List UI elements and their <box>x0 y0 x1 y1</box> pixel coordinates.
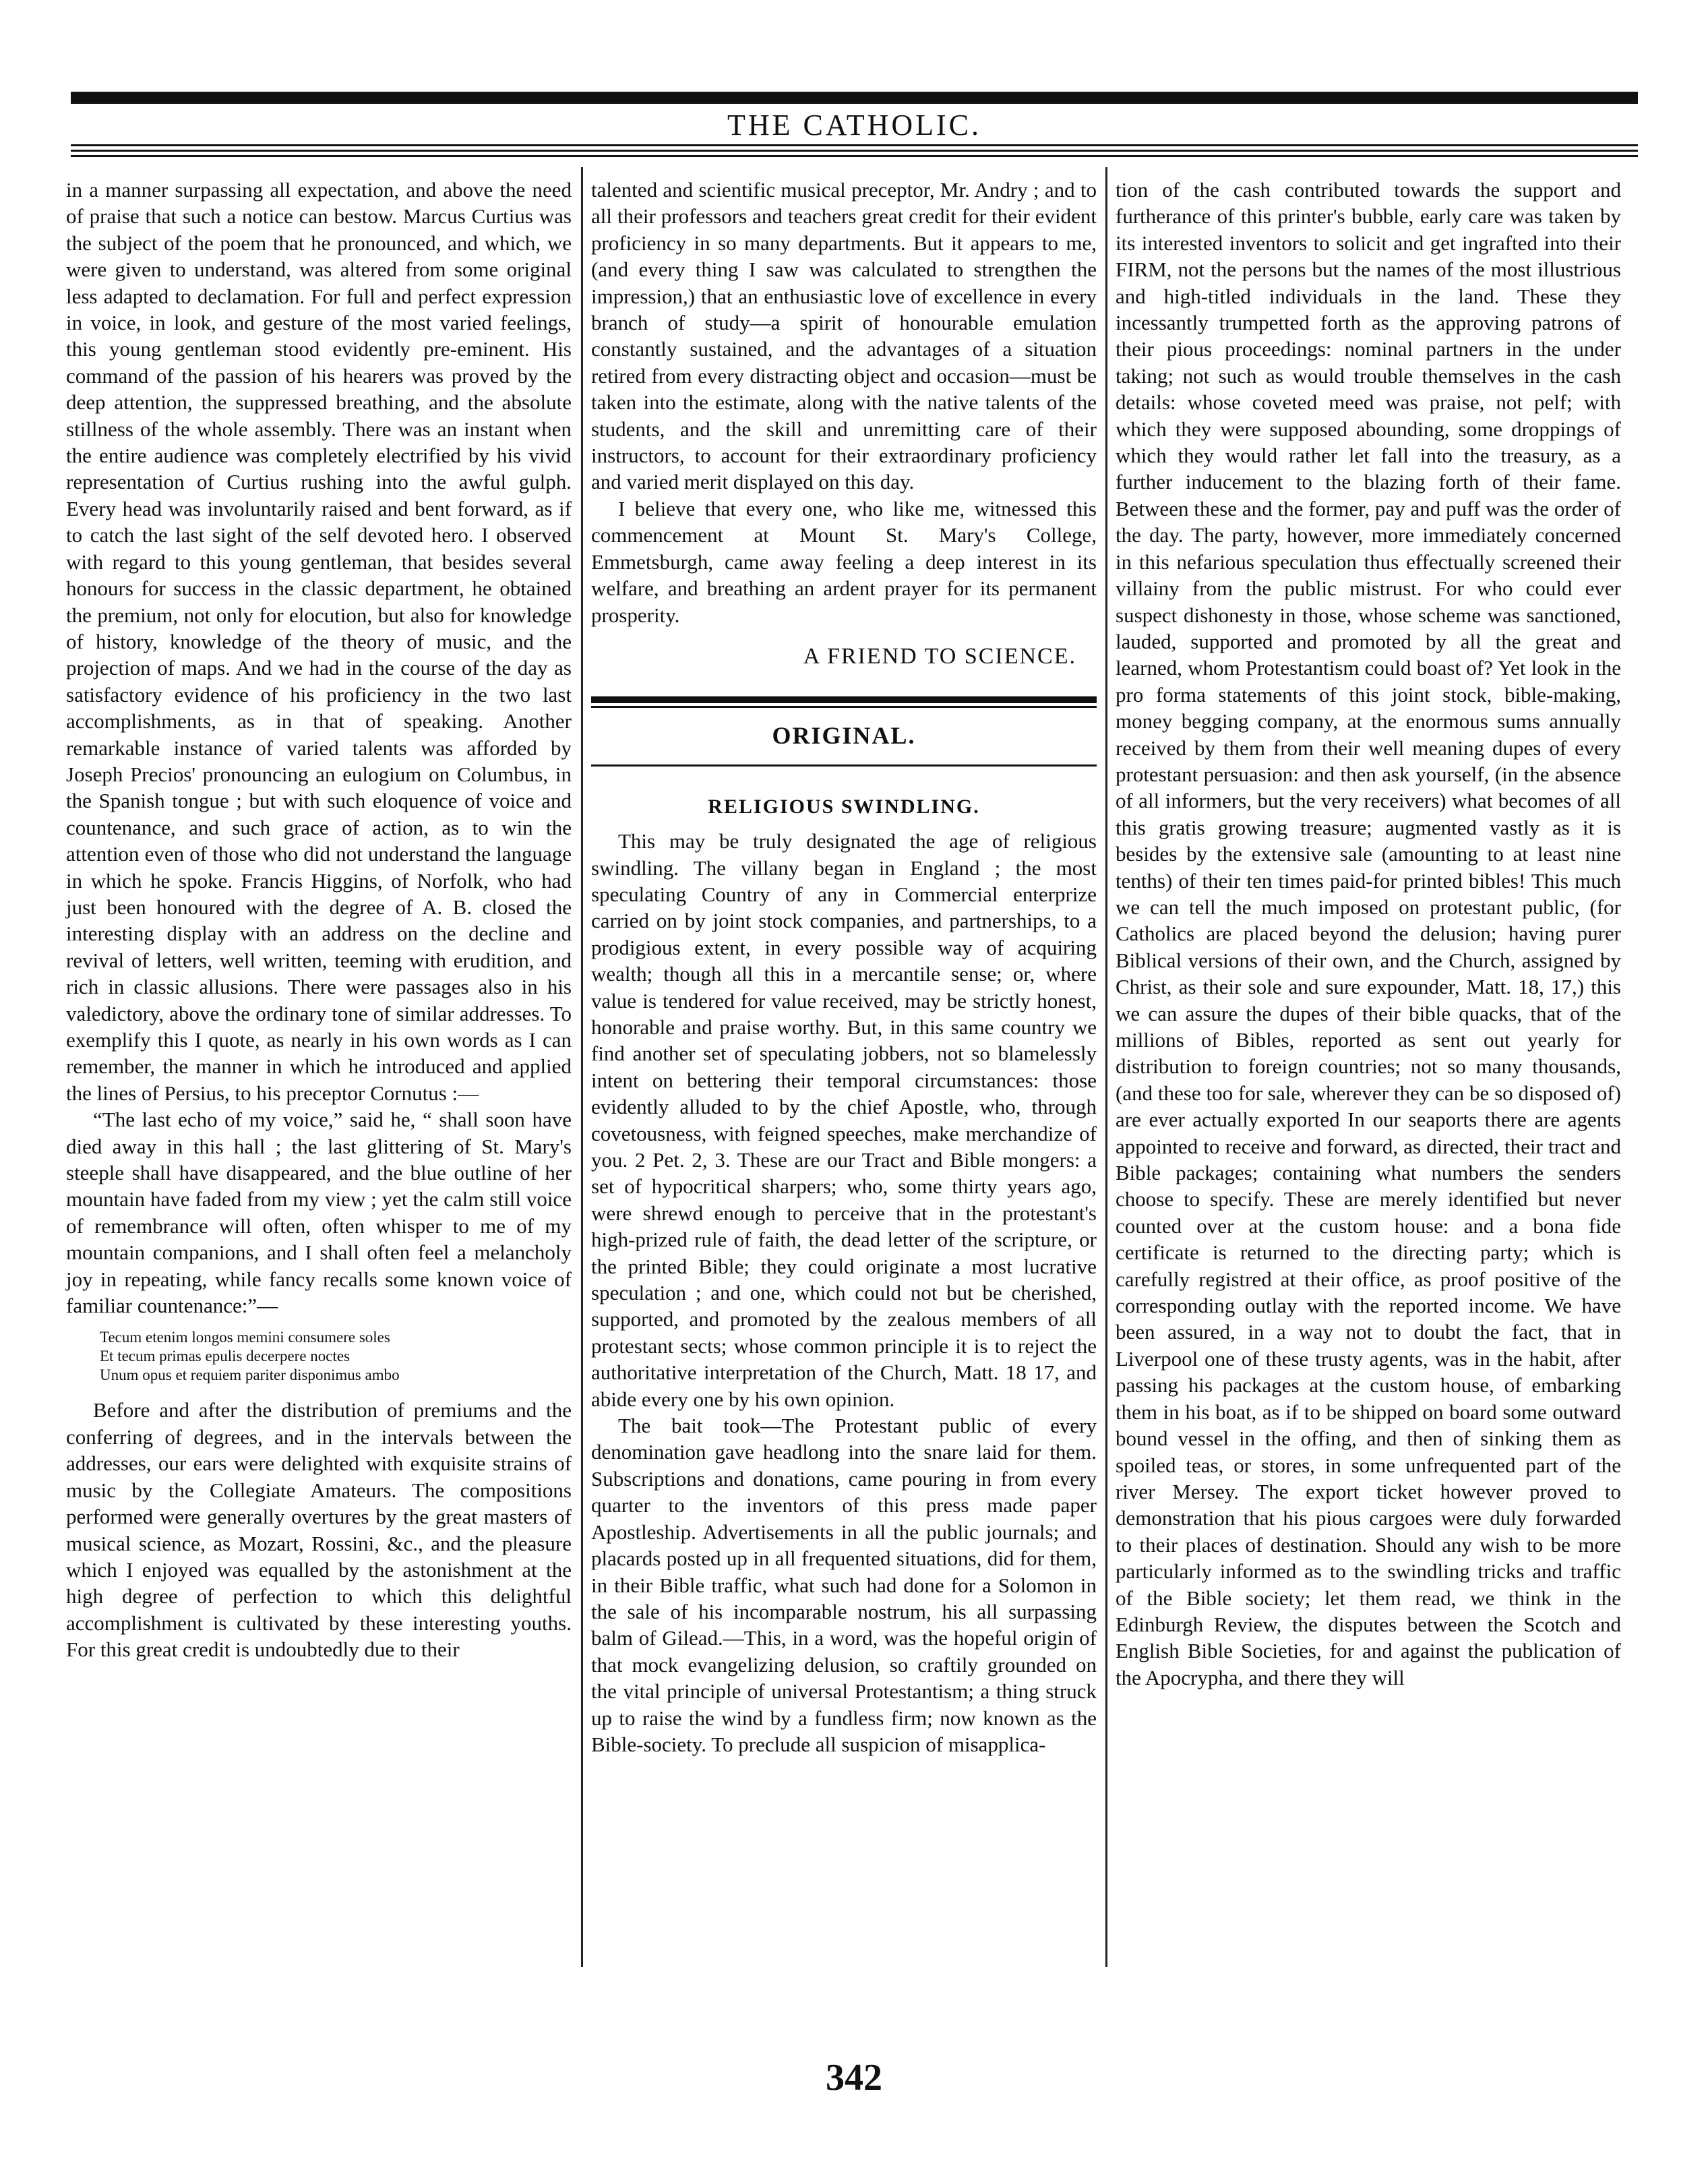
col1-paragraph-1: in a manner surpassing all expectation, and above the need of praise that such a notice can bestow. Marcus Curtius was the subject of the poem that he pronounced, and which, we were given to understand, was altered from some original less adapted to declamation. For full and perfect expression in voice, in look, and gesture of the most varied feelings, this young gentleman stood evidently pre-eminent. His command of the passion of his hearers was proved by the deep attention, the suppressed breathing, and the absolute stillness of the whole assembly. There was an instant when the entire audience was completely electrified by his vivid representation of Curtius rushing into the awful gulph. Every head was involuntarily raised and bent forward, as if to catch the last sight of the self devoted hero. I observed with regard to this young gentleman, that besides several honours for success in the classic department, he obtained the premium, not only for elocution, but also for knowledge of history, knowledge of the theory of music, and the projection of maps. And we had in the course of the day as satisfactory evidence of his proficiency in the two last accomplishments, as in that of speaking. Another remarkable instance of varied talents was afforded by Joseph Precios' pronouncing an eulogium on Columbus, in the Spanish tongue ; but with such eloquence of voice and countenance, and such grace of action, as to win the attention even of those who did not understand the language in which he spoke. Francis Higgins, of Norfolk, who had just been honoured with the degree of A. B. closed the interesting display with an address on the decline and revival of letters, well written, teeming with erudition, and rich in classic allusions. There were passages also in his valedictory, above the ordinary tone of similar addresses. To exemplify this I quote, as nearly in his own words as I can remember, the manner in which he introduced and applied the lines of Persius, to his preceptor Cornutus :— <box>66 178 572 1105</box>
running-head: THE CATHOLIC. <box>727 109 982 142</box>
col2-paragraph-3: This may be truly designated the age of religious swindling. The villany began in England ; the most speculating Country of any in Commercial enterprize carried on by joint stock companies, and partnerships, to a prodigious extent, in every possible way of acquiring wealth; though all this in a mercantile sense; or, where value is tendered for value received, may be strictly honest, honorable and praise worthy. But, in this same country we find another set of speculating jobbers, not so blamelessly intent on bettering their temporal circumstances: those evidently alluded to by the chief Apostle, who, through covetousness, with feigned speeches, make merchandize of you. 2 Pet. 2, 3. These are our Tract and Bible mongers: a set of hypocritical sharpers; who, some thirty years ago, were shrewd enough to perceive that in the protestant's high-prized rule of faith, the dead letter of the scripture, or the printed Bible; they could originate a most lucrative speculation ; and one, which could not but be cherished, supported, and promoted by the zealous members of all protestant sects; whose common principle it is to reject the authoritative interpretation of the Church, Matt. 18 17, and abide every one by his own opinion. <box>591 829 1097 1411</box>
latin-line-2: Et tecum primas epulis decerpere noctes <box>100 1348 350 1365</box>
column-divider-2 <box>1105 167 1107 1967</box>
col2-paragraph-2: I believe that every one, who like me, witnessed this commencement at Mount St. Mary's College, Emmetsburgh, came away feeling a deep interest in its welfare, and breathing an ardent prayer for its permanent prosperity. <box>591 496 1097 627</box>
col1-paragraph-2: “The last echo of my voice,” said he, “ shall soon have died away in this hall ; the last glittering of St. Mary's steeple shall have disappeared, and the blue outline of her mountain have faded from my view ; yet the calm still voice of remembrance will often, often whisper to me of my mountain companions, and I shall often feel a melancholy joy in repeating, while fancy recalls some known voice of familiar countenance:”— <box>66 1108 572 1318</box>
column-3 <box>1116 177 1621 1691</box>
col1-paragraph-3: Before and after the distribution of premiums and the conferring of degrees, and in the intervals between the addresses, our ears were delighted with exquisite strains of music by the Collegiate Amateurs. The compositions performed were generally overtures by the great masters of musical science, as Mozart, Rossini, &c., and the pleasure which I enjoyed was equalled by the astonishment at the high degree of perfection to which this delightful accomplishment is cultivated by these interesting youths. For this great credit is undoubtedly due to their <box>66 1398 572 1662</box>
section-rule-thin <box>591 706 1097 708</box>
header-rule-2 <box>71 150 1638 152</box>
column-1 <box>66 177 572 1663</box>
column-divider-1 <box>581 167 583 1967</box>
latin-line-3: Unum opus et requiem pariter disponimus ambo <box>100 1367 400 1384</box>
latin-line-1: Tecum etenim longos memini consumere soles <box>100 1329 390 1346</box>
column-2 <box>591 177 1097 1758</box>
section-heading: ORIGINAL. <box>772 722 916 750</box>
col2-paragraph-1: talented and scientific musical preceptor, Mr. Andry ; and to all their professors and teachers great credit for their evident proficiency in so many departments. But it appears to me, (and every thing I saw was calculated to strengthen the impression,) that an enthusiastic love of excellence in every branch of study—a spirit of honourable emulation constantly sustained, and the advantages of a situation retired from every distracting object and occasion—must be taken into the estimate, along with the native talents of the students, and the skill and unremitting care of their instructors, to account for their extraordinary proficiency and varied merit displayed on this day. <box>591 178 1097 494</box>
latin-quotation <box>100 1328 572 1385</box>
col3-paragraph-1: tion of the cash contributed towards the support and furtherance of this printer's bubble, early care was taken by its interested inventors to solicit and get ingrafted into their FIRM, not the persons but the names of the most illustrious and high-titled individuals in the land. These they incessantly trumpetted forth as the approving patrons of their pious proceedings: nominal partners in the under taking; not such as would trouble themselves in the cash details: whose coveted meed was praise, not pelf; with which they were supposed abounding, some droppings of which they would rather let fall into the treasury, as a further inducement to the blazing forth of their fame. Between these and the former, pay and puff was the order of the day. The party, however, more immediately concerned in this nefarious speculation thus effectually screened their villainy from the public mistrust. For who could ever suspect dishonesty in those, whose scheme was sanctioned, lauded, supported and promoted by all the great and learned, whom Protestantism could boast of? Yet look in the pro forma statements of this joint stock, bible-making, money begging company, at the enormous sums annually received by them from their well meaning dupes of every protestant persuasion: and then ask yourself, (in the absence of all informers, but the very receivers) what becomes of all this gratis growing treasure; augmented vastly as it is besides by the extensive sale (amounting to at least nine tenths) of their ten times paid-for printed bibles! This much we can tell the much imposed on protestant public, (for Catholics are placed beyond the delusion; having purer Biblical versions of their own, and the Church, assigned by Christ, as their sole and sure expounder, Matt. 18, 17,) this we can assure the dupes of their bible quacks, that of the millions of Bibles, reported as sent out yearly for distribution to foreign countries; not so many thousands, (and these too for sale, wherever they can be so disposed of) are ever actually exported In our seaports there are agents appointed to receive and forward, as directed, their tract and Bible packages; containing what numbers the senders choose to specify. These are merely identified but never counted over at the custom house: and a bona fide certificate is returned to the directing party; which is carefully registred at their office, as proof positive of the corresponding outlay with the reported income. We have been assured, in a way not to doubt the fact, that in Liverpool one of these trusty agents, was in the habit, after passing his packages at the custom house, of embarking them in his boat, as if to be shipped on board some outward bound vessel in the offing, and then of sinking them as spoiled teas, or stores, in some unfrequented part of the river Mersey. The export ticket however proved to demonstration that his pious cargoes were duly forwarded to their places of destination. Should any wish to be more particularly informed as to the swindling tricks and traffic of the Bible society; let them read, we think in the Edinburgh Review, the disputes between the Scotch and English Bible Societies, for and against the publication of the Apocrypha, and there they will <box>1116 178 1621 1689</box>
header-rule-3 <box>71 155 1638 157</box>
header-rule-1 <box>71 144 1638 146</box>
article-title: RELIGIOUS SWINDLING. <box>708 795 980 818</box>
header-top-rule <box>71 92 1638 104</box>
section-rule-heavy <box>591 696 1097 703</box>
page-number: 342 <box>826 2057 882 2099</box>
section-rule-bottom <box>591 764 1097 767</box>
author-signature: A FRIEND TO SCIENCE. <box>803 643 1076 669</box>
col2-paragraph-4: The bait took—The Protestant public of every denomination gave headlong into the snare laid for them. Subscriptions and donations, came pouring in from every quarter to the inventors of this press made paper Apostleship. Advertisements in all the public journals; and placards posted up in all frequented situations, did for them, in their Bible traffic, what such had done for a Solomon in the sale of his incomparable nostrum, his all surpassing balm of Gilead.—This, in a word, was the hopeful origin of that mock evangelizing delusion, so craftily grounded on the vital principle of universal Protestantism; a thing struck up to raise the wind by a fundless firm; now known as the Bible-society. To preclude all suspicion of misapplica- <box>591 1414 1097 1756</box>
